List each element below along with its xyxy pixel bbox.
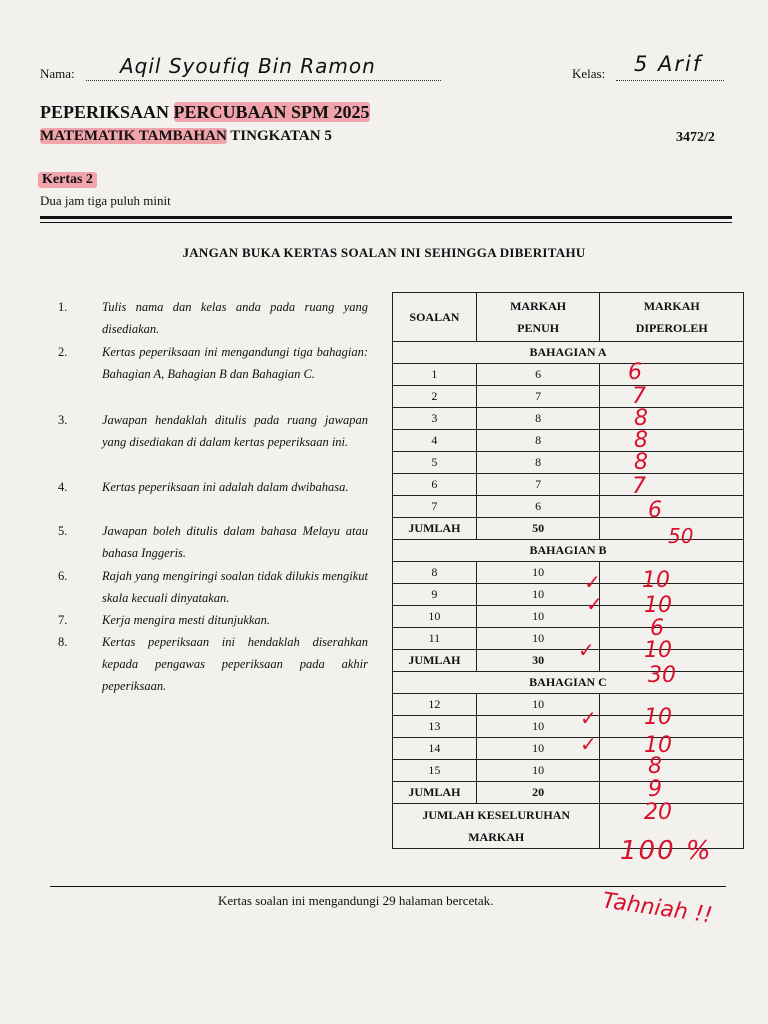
table-row: [393, 694, 744, 716]
table-row: [393, 474, 744, 496]
tick-icon: ✓: [584, 570, 601, 594]
instruction-number: 1.: [58, 300, 68, 314]
table-row: [393, 760, 744, 782]
tick-icon: ✓: [580, 706, 597, 730]
question-number: 12: [393, 694, 477, 716]
question-number: 13: [393, 716, 477, 738]
duration-text: Dua jam tiga puluh minit: [40, 193, 171, 208]
handwritten-mark: 6: [650, 616, 664, 641]
total-full-b: 30: [476, 650, 600, 672]
col-header-penuh-line1: MARKAH: [510, 299, 567, 313]
obtained-mark-cell[interactable]: [600, 496, 744, 518]
full-mark: 7: [476, 474, 600, 496]
paper-code: 3472/2: [676, 130, 715, 145]
instruction-number: 7.: [58, 613, 68, 627]
question-number: 14: [393, 738, 477, 760]
handwritten-total: 50: [668, 524, 694, 548]
section-bahagian-b: BAHAGIAN B: [393, 540, 744, 562]
tahniah-remark: Tahniah !!: [600, 888, 714, 929]
overall-label-line2: MARKAH: [468, 830, 525, 844]
handwritten-mark: 10: [644, 638, 672, 663]
handwritten-mark: 10: [644, 733, 672, 758]
full-mark: 6: [476, 364, 600, 386]
full-mark: 8: [476, 430, 600, 452]
total-full-c: 20: [476, 782, 600, 804]
handwritten-mark: 7: [632, 474, 646, 499]
col-header-markah-diperoleh: [600, 293, 744, 342]
obtained-mark-cell[interactable]: [600, 452, 744, 474]
obtained-mark-cell[interactable]: [600, 386, 744, 408]
handwritten-total: 20: [644, 800, 672, 825]
full-mark: 10: [476, 738, 600, 760]
handwritten-overall: 100 %: [620, 836, 713, 866]
table-row: [393, 562, 744, 584]
handwritten-mark: 8: [634, 428, 648, 453]
warning-text: JANGAN BUKA KERTAS SOALAN INI SEHINGGA DIBERITAHU: [182, 245, 586, 260]
instruction-4: [58, 476, 368, 498]
instruction-text: Jawapan hendaklah ditulis pada ruang jawapan yang disediakan di dalam kertas peperiksaan ini.: [102, 413, 368, 449]
instruction-text: Rajah yang mengiringi soalan tidak dilukis mengikut skala kecuali dinyatakan.: [102, 569, 368, 605]
question-number: 8: [393, 562, 477, 584]
full-mark: 10: [476, 562, 600, 584]
question-number: 11: [393, 628, 477, 650]
total-row-b: [393, 650, 744, 672]
obtained-mark-cell[interactable]: [600, 474, 744, 496]
nama-handwritten: Aqil Syoufiq Bin Ramon: [120, 54, 376, 78]
handwritten-mark: 10: [642, 568, 670, 593]
instruction-6: [58, 565, 368, 609]
table-row: [393, 496, 744, 518]
kelas-label: Kelas:: [572, 66, 606, 81]
table-row: [393, 452, 744, 474]
marks-table: [392, 292, 744, 849]
question-number: 9: [393, 584, 477, 606]
instruction-text: Tulis nama dan kelas anda pada ruang yang disediakan.: [102, 300, 368, 336]
table-row: [393, 628, 744, 650]
table-row: [393, 584, 744, 606]
section-bahagian-a: BAHAGIAN A: [393, 342, 744, 364]
full-mark: 7: [476, 386, 600, 408]
total-row-c: [393, 782, 744, 804]
tick-icon: ✓: [578, 638, 595, 662]
instruction-number: 2.: [58, 345, 68, 359]
instruction-5: [58, 520, 368, 564]
handwritten-mark: 10: [644, 593, 672, 618]
instruction-number: 6.: [58, 569, 68, 583]
table-row: [393, 738, 744, 760]
handwritten-mark: 6: [628, 360, 642, 385]
full-mark: 10: [476, 584, 600, 606]
table-row: [393, 606, 744, 628]
instruction-7: [58, 609, 368, 631]
handwritten-mark: 10: [644, 705, 672, 730]
table-row: [393, 408, 744, 430]
obtained-mark-cell[interactable]: [600, 364, 744, 386]
full-mark: 10: [476, 606, 600, 628]
question-number: 1: [393, 364, 477, 386]
obtained-mark-cell[interactable]: [600, 562, 744, 584]
kertas-label: Kertas 2: [38, 172, 97, 188]
total-full-a: 50: [476, 518, 600, 540]
question-number: 4: [393, 430, 477, 452]
subject-title-part1: MATEMATIK TAMBAHAN: [40, 128, 227, 144]
col-header-penuh-line2: PENUH: [517, 321, 560, 335]
overall-label: [393, 804, 600, 849]
subject-title: [40, 128, 332, 145]
question-number: 5: [393, 452, 477, 474]
instruction-number: 5.: [58, 524, 68, 538]
overall-label-line1: JUMLAH KESELURUHAN: [422, 808, 571, 822]
jumlah-label: JUMLAH: [393, 782, 477, 804]
question-number: 6: [393, 474, 477, 496]
jumlah-label: JUMLAH: [393, 518, 477, 540]
obtained-mark-cell[interactable]: [600, 408, 744, 430]
exam-title: [40, 102, 370, 123]
instruction-text: Jawapan boleh ditulis dalam bahasa Melayu atau bahasa Inggeris.: [102, 524, 368, 560]
tick-icon: ✓: [586, 592, 603, 616]
question-number: 7: [393, 496, 477, 518]
jumlah-label: JUMLAH: [393, 650, 477, 672]
question-number: 2: [393, 386, 477, 408]
instruction-text: Kerja mengira mesti ditunjukkan.: [102, 613, 271, 627]
instruction-2: [58, 341, 368, 385]
handwritten-mark: 9: [648, 777, 662, 802]
instruction-number: 4.: [58, 480, 68, 494]
instruction-number: 8.: [58, 635, 68, 649]
obtained-mark-cell[interactable]: [600, 760, 744, 782]
footer-text: Kertas soalan ini mengandungi 29 halaman bercetak.: [218, 893, 494, 908]
question-number: 3: [393, 408, 477, 430]
full-mark: 6: [476, 496, 600, 518]
full-mark: 10: [476, 694, 600, 716]
table-row: [393, 386, 744, 408]
kelas-field[interactable]: [616, 52, 724, 81]
handwritten-mark: 8: [634, 406, 648, 431]
section-bahagian-c: BAHAGIAN C: [393, 672, 744, 694]
instruction-text: Kertas peperiksaan ini adalah dalam dwibahasa.: [102, 480, 349, 494]
nama-label: Nama:: [40, 66, 75, 81]
exam-title-part1: PEPERIKSAAN: [40, 102, 170, 122]
obtained-mark-cell[interactable]: [600, 430, 744, 452]
handwritten-total: 30: [648, 663, 676, 688]
header-divider-thick: [40, 216, 732, 219]
instruction-text: Kertas peperiksaan ini hendaklah diserahkan kepada pengawas peperiksaan pada akhir peperiksaan.: [102, 635, 368, 693]
question-number: 15: [393, 760, 477, 782]
footer-divider: [50, 886, 726, 887]
instruction-8: [58, 631, 368, 697]
subject-title-part2: TINGKATAN 5: [230, 128, 332, 144]
col-header-diperoleh-line1: MARKAH: [643, 299, 700, 313]
full-mark: 8: [476, 452, 600, 474]
kelas-handwritten: 5 Arif: [634, 52, 703, 76]
col-header-soalan: SOALAN: [393, 293, 477, 342]
col-header-diperoleh-line2: DIPEROLEH: [635, 321, 708, 335]
question-number: 10: [393, 606, 477, 628]
handwritten-mark: 7: [632, 384, 646, 409]
instruction-text: Kertas peperiksaan ini mengandungi tiga bahagian: Bahagian A, Bahagian B dan Bahagian C.: [102, 345, 368, 381]
tick-icon: ✓: [580, 732, 597, 756]
table-row: [393, 430, 744, 452]
table-row: [393, 364, 744, 386]
table-row: [393, 716, 744, 738]
handwritten-mark: 8: [648, 754, 662, 779]
nama-field[interactable]: [86, 54, 441, 81]
full-mark: 10: [476, 716, 600, 738]
handwritten-mark: 8: [634, 450, 648, 475]
full-mark: 10: [476, 760, 600, 782]
full-mark: 10: [476, 628, 600, 650]
instruction-number: 3.: [58, 413, 68, 427]
col-header-markah-penuh: [476, 293, 600, 342]
instruction-1: [58, 296, 368, 340]
header-divider-thin: [40, 222, 732, 223]
instruction-3: [58, 409, 368, 453]
full-mark: 8: [476, 408, 600, 430]
exam-title-part2: PERCUBAAN SPM 2025: [173, 102, 370, 122]
handwritten-mark: 6: [648, 498, 662, 523]
